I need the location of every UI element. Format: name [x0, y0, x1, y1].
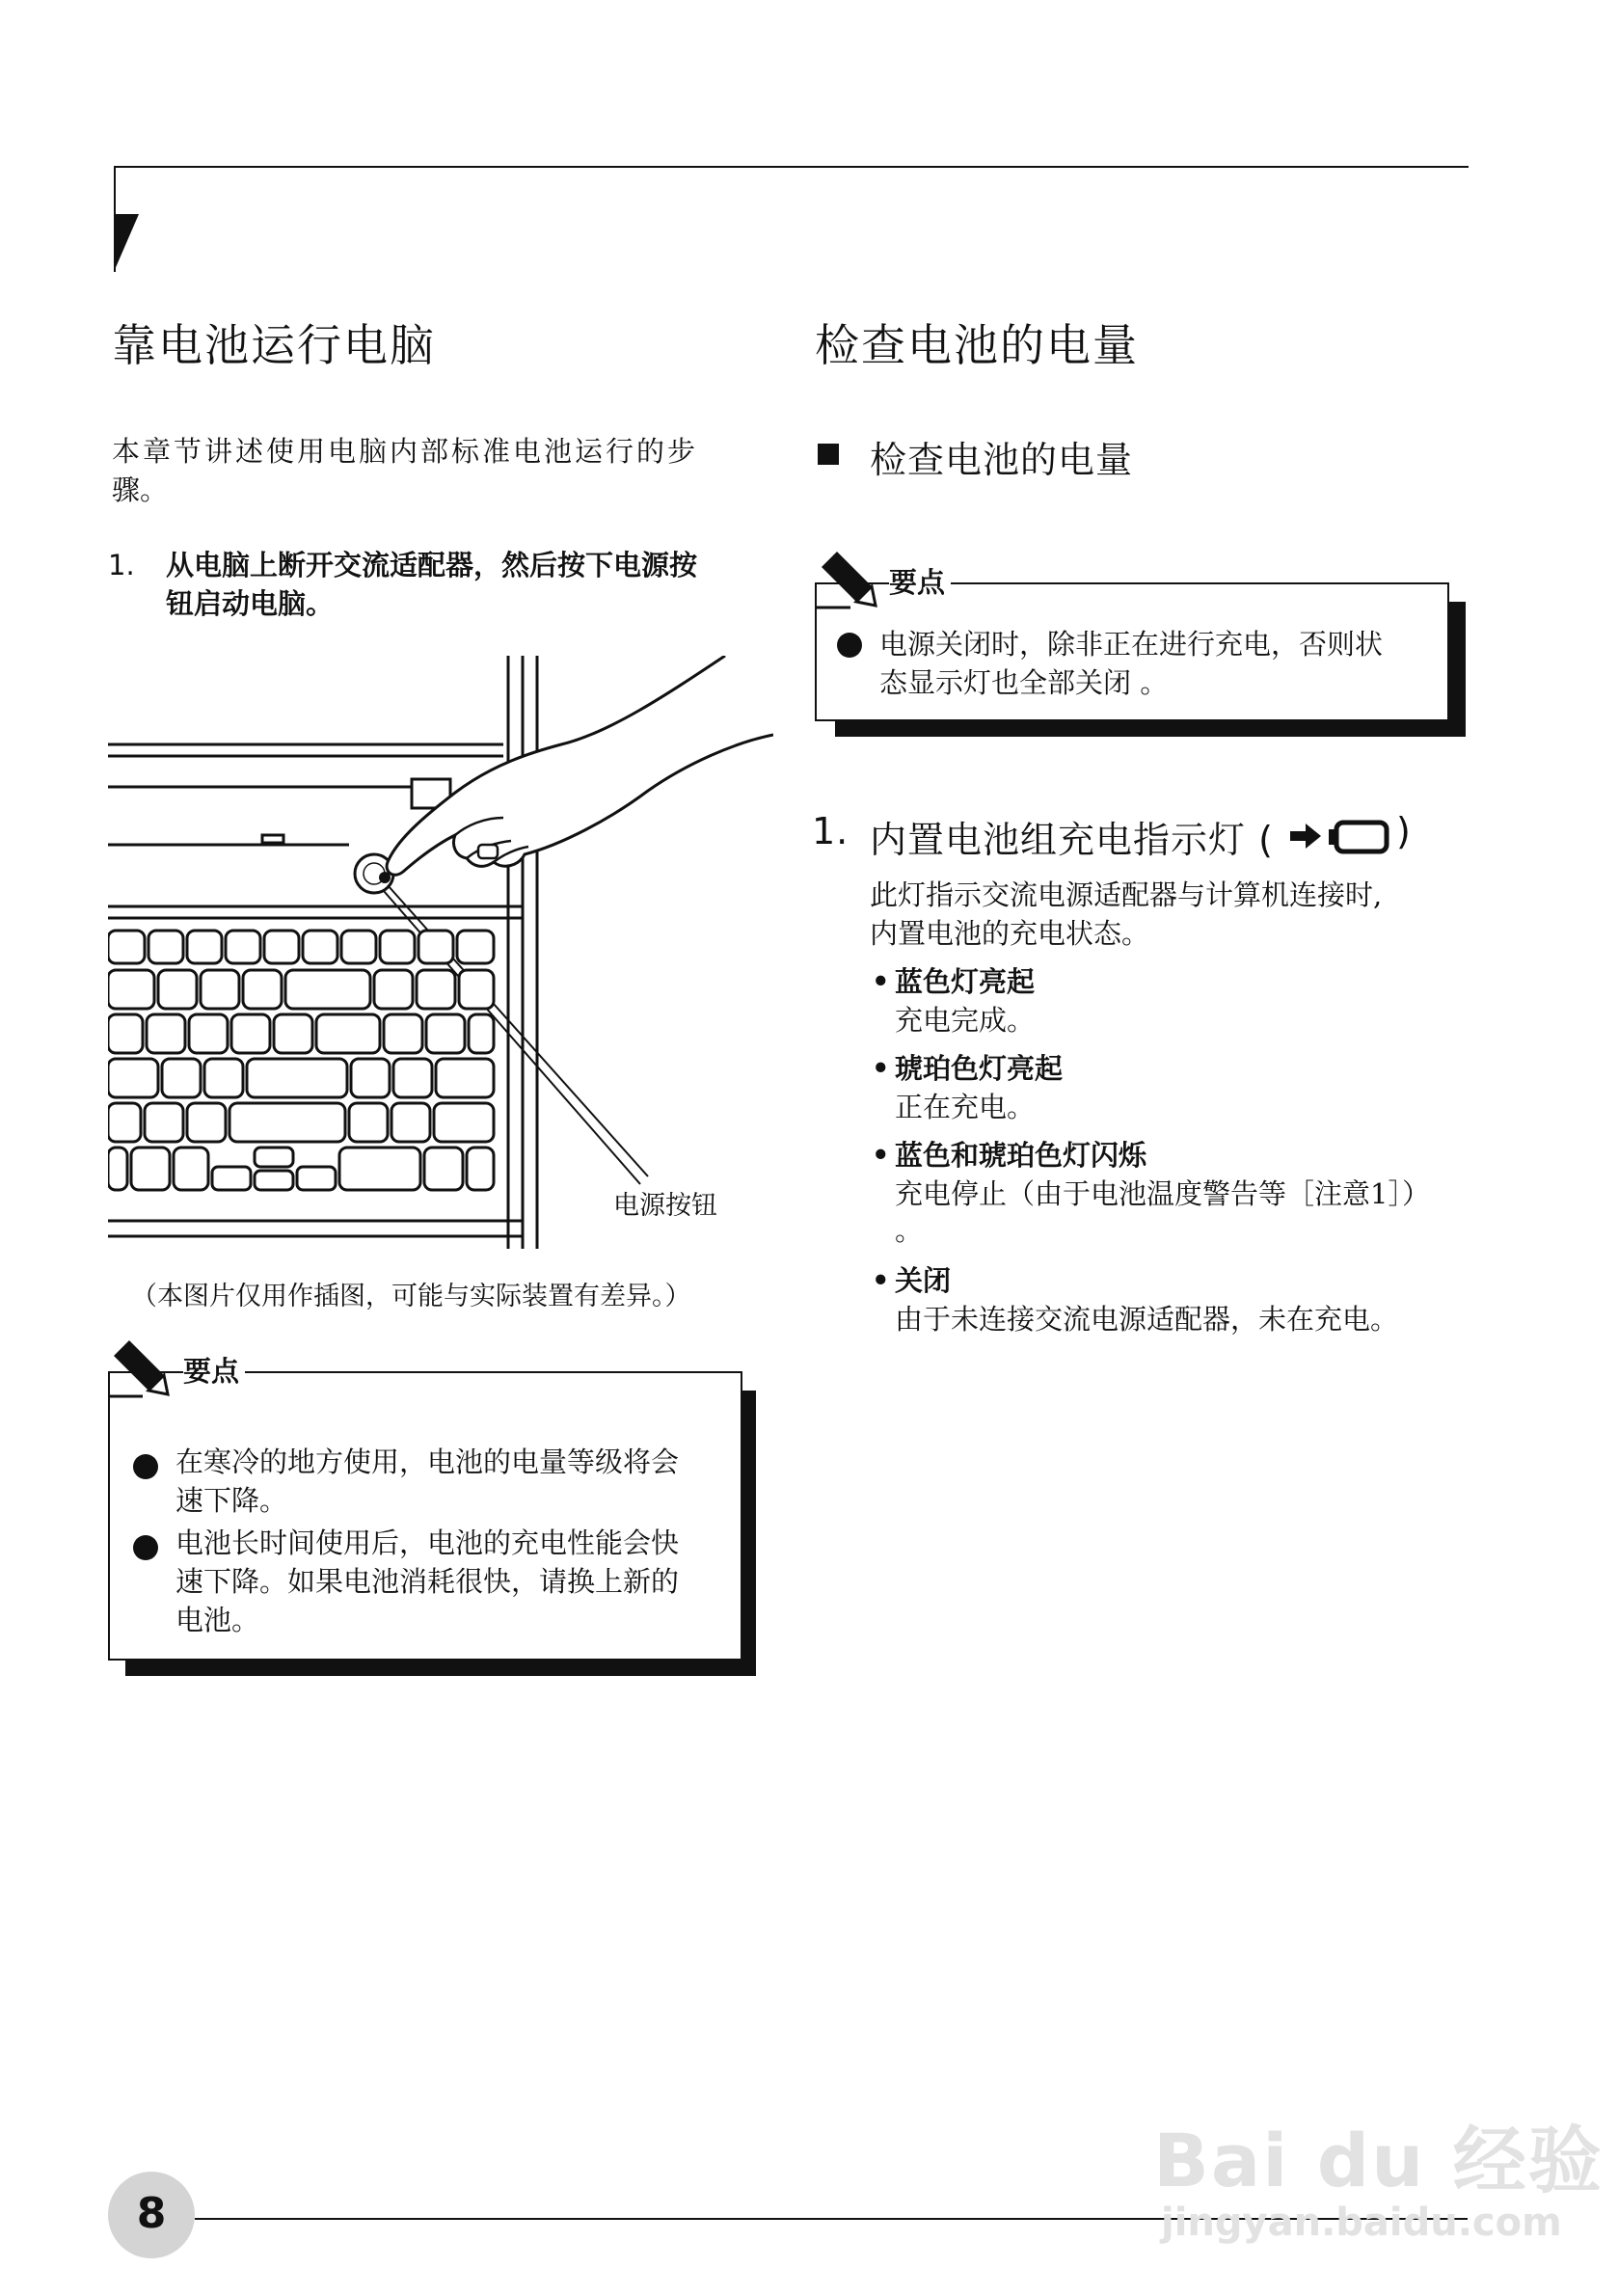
state-name-2: 琥珀色灯亮起 [895, 1052, 1064, 1085]
state-bullet: • [872, 1264, 890, 1297]
watermark-url: jingyan.baidu.com [1161, 2201, 1562, 2245]
left-note-item2-line1: 电池长时间使用后，电池的充电性能会快 [175, 1526, 680, 1559]
left-section-title: 靠电池运行电脑 [112, 319, 436, 371]
left-note-item1-line1: 在寒冷的地方使用，电池的电量等级将会 [175, 1445, 680, 1478]
right-note-item1-line1: 电源关闭时，除非正在进行充电，否则状 [879, 628, 1384, 661]
state-name-1: 蓝色灯亮起 [895, 965, 1036, 998]
pencil-note-icon [104, 1333, 172, 1400]
state-desc-3-cont: 。 [895, 1214, 924, 1247]
state-bullet: • [872, 1139, 890, 1172]
left-note-bullet-1 [133, 1454, 158, 1479]
page-number: 8 [136, 2189, 167, 2238]
right-note-label: 要点 [889, 561, 951, 601]
power-button-label: 电源按钮 [613, 1191, 717, 1221]
watermark-logo-text: Bai du 经验 [1153, 2118, 1604, 2203]
laptop-illustration [108, 656, 773, 1254]
state-name-3: 蓝色和琥珀色灯闪烁 [895, 1139, 1147, 1172]
pencil-note-icon [812, 544, 879, 611]
state-bullet: • [872, 1052, 890, 1085]
left-note-item1-line2: 速下降。 [175, 1484, 288, 1517]
header-rule [114, 166, 1469, 168]
right-note-bullet-1 [837, 633, 862, 658]
right-section1-close: ) [1396, 810, 1412, 852]
figure-caption: （本图片仅用作插图，可能与实际装置有差异。） [131, 1282, 691, 1311]
right-note-item1-line2: 态显示灯也全部关闭 。 [879, 666, 1169, 699]
left-intro-line2: 骤。 [112, 473, 169, 506]
battery-icon [1327, 820, 1390, 854]
left-intro-line1: 本章节讲述使用电脑内部标准电池运行的步 [112, 435, 699, 468]
right-subtitle: 检查电池的电量 [870, 439, 1134, 481]
right-section1-desc-line2: 内置电池的充电状态。 [870, 917, 1150, 950]
state-desc-2: 正在充电。 [895, 1091, 1036, 1123]
right-section1-desc-line1: 此灯指示交流电源适配器与计算机连接时, [870, 878, 1383, 911]
left-note-item2-line3: 电池。 [175, 1604, 260, 1636]
left-note-label: 要点 [183, 1350, 245, 1390]
left-note-item2-line2: 速下降。如果电池消耗很快，请换上新的 [175, 1565, 680, 1598]
arrow-right-icon [1288, 822, 1323, 851]
left-note-bullet-2 [133, 1535, 158, 1560]
state-desc-4: 由于未连接交流电源适配器，未在充电。 [895, 1303, 1399, 1336]
right-section-title: 检查电池的电量 [815, 319, 1139, 371]
square-bullet [818, 444, 839, 465]
left-step1-line1: 从电脑上断开交流适配器，然后按下电源按 [166, 549, 698, 581]
right-section1-number: 1. [812, 810, 849, 852]
left-step1-number: 1. [108, 549, 135, 581]
header-corner-mark [114, 214, 143, 274]
state-bullet: • [872, 965, 890, 998]
left-step1-line2: 钮启动电脑。 [166, 587, 335, 620]
state-desc-1: 充电完成。 [895, 1004, 1036, 1037]
state-desc-3: 充电停止（由于电池温度警告等［注意1］） [895, 1177, 1430, 1210]
right-section1-title: 内置电池组充电指示灯 ( [870, 819, 1274, 861]
state-name-4: 关闭 [895, 1264, 952, 1297]
